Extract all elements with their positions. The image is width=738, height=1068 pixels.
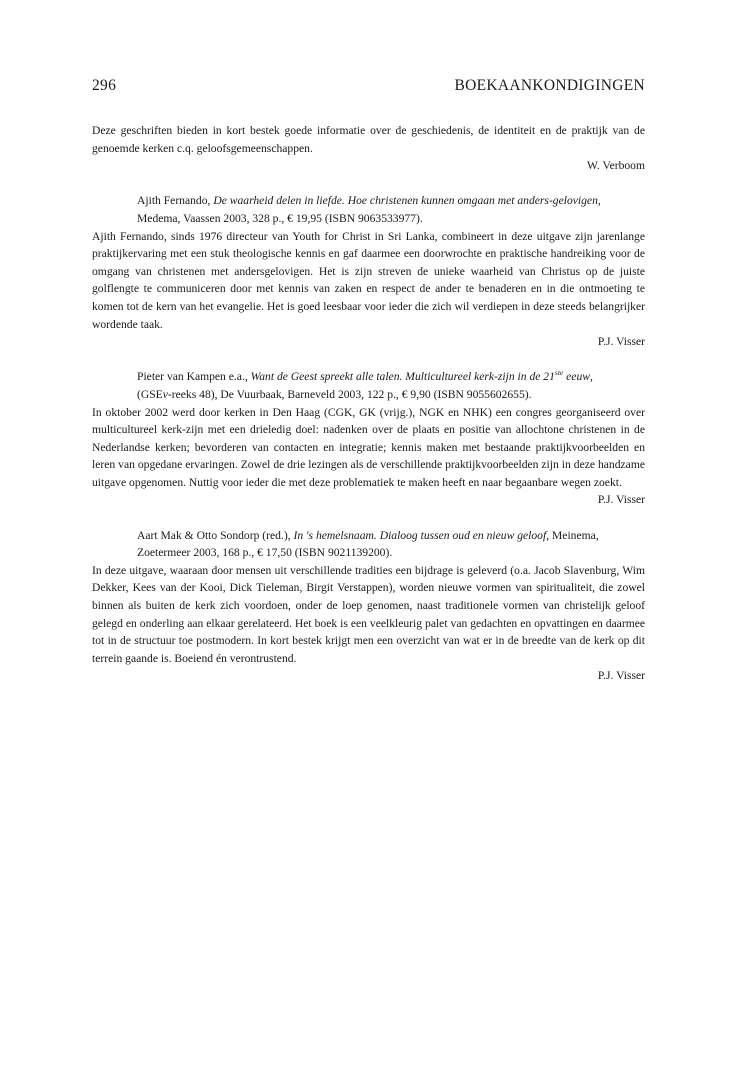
series-italic: v	[162, 387, 168, 401]
review-signature: P.J. Visser	[597, 335, 645, 349]
ordinal-superscript: ste	[554, 368, 564, 378]
citation-author: Aart Mak & Otto Sondorp (red.),	[137, 528, 294, 542]
page	[92, 76, 645, 685]
page-number: 296	[92, 77, 117, 94]
review-body: Ajith Fernando, sinds 1976 directeur van Youth for Christ in Sri Lanka, combineert in deze uitgave zijn jarenlange praktijkervaring met een stuk theologische kennis en gaf daarmee een doorwrochte en praktische handreiking voor de omgang van christenen met andersgelovigen. Het is zijn streven de unieke waarheid van Christus op de juiste golflengte te communiceren door met kennis van zaken en respect de ander te benaderen en in die ontmoeting te komen tot de kern van het evangelie. Het is goed leesbaar voor ieder die zich wil verdiepen in deze steeds belangrijker wordende taak.	[92, 229, 645, 331]
review-body: In oktober 2002 werd door kerken in Den Haag (CGK, GK (vrijg.), NGK en NHK) een congres georganiseerd over multicultureel kerk-zijn met een drieledig doel: nadenken over de plaats en positie van allochtone christenen in de Nederlandse kerken; bevorderen van contacten en integratie; kennis maken met bestaande praktijkvoorbeelden en leren van opgedane ervaringen. Zowel de drie lezingen als de verschillende praktijkvoorbeelden zijn in deze handzame uitgave opgenomen. Nuttig voor ieder die met deze problematiek te maken heeft en naar begaanbare wegen zoekt.	[92, 405, 645, 489]
citation-author: Ajith Fernando,	[137, 194, 214, 208]
book-title-part: eeuw	[563, 370, 590, 384]
intro-text: Deze geschriften bieden in kort bestek goede informatie over de geschiedenis, de identiteit en de praktijk van de genoemde kerken c.q. geloofsgemeenschappen.	[92, 124, 645, 155]
review-signature: P.J. Visser	[597, 493, 645, 507]
review-3	[92, 527, 645, 685]
series-prefix: (GSE	[137, 387, 163, 401]
publication-info: Zoetermeer 2003, 168 p., € 17,50 (ISBN 9021139200).	[137, 546, 393, 560]
citation-2	[92, 368, 645, 403]
publication-info	[137, 386, 645, 404]
review-1	[92, 192, 645, 350]
book-title-part: Want de Geest spreekt alle talen. Multicultureel kerk-zijn in de 21	[250, 370, 555, 384]
running-head	[92, 76, 645, 96]
section-title: BOEKAANKONDIGINGEN	[454, 77, 645, 94]
series-suffix: -reeks 48), De Vuurbaak, Barneveld 2003, 122 p., € 9,90 (ISBN 9055602655).	[167, 387, 532, 401]
citation-punct: ,	[597, 194, 601, 208]
citation-3	[92, 527, 645, 562]
review-2	[92, 368, 645, 509]
book-title: De waarheid delen in liefde. Hoe christenen kunnen omgaan met anders-gelovigen	[213, 194, 598, 208]
review-signature: P.J. Visser	[597, 669, 645, 683]
intro-signature: W. Verboom	[587, 159, 645, 173]
book-title	[251, 370, 590, 383]
citation-punct: , Meinema,	[546, 528, 599, 542]
citation-author: Pieter van Kampen e.a.,	[137, 370, 251, 384]
review-body: In deze uitgave, waaraan door mensen uit verschillende tradities een bijdrage is geleverd (o.a. Jacob Slavenburg, Wim Dekker, Kees van der Kooi, Dick Tieleman, Birgit Verstappen), worden nieuwe vormen van spiritualiteit, die zowel binnen als buiten de kerk zich voordoen, onder de loep genomen, naast traditionele vormen van christelijk geloof gelegd en onderling aan elkaar gerelateerd. Het boek is een veelkleurig palet van gedachten en opvattingen en daarmee tot in de structuur toe postmodern. In kort bestek krijgt men een overzicht van wat er in de breedte van de kerk op dit terrein gaande is. Boeiend én verontrustend.	[92, 563, 645, 665]
citation-1	[92, 192, 645, 227]
publication-info: Medema, Vaassen 2003, 328 p., € 19,95 (ISBN 9063533977).	[137, 211, 423, 225]
citation-punct: ,	[589, 370, 593, 384]
book-title: In 's hemelsnaam. Dialoog tussen oud en nieuw geloof	[293, 528, 547, 542]
